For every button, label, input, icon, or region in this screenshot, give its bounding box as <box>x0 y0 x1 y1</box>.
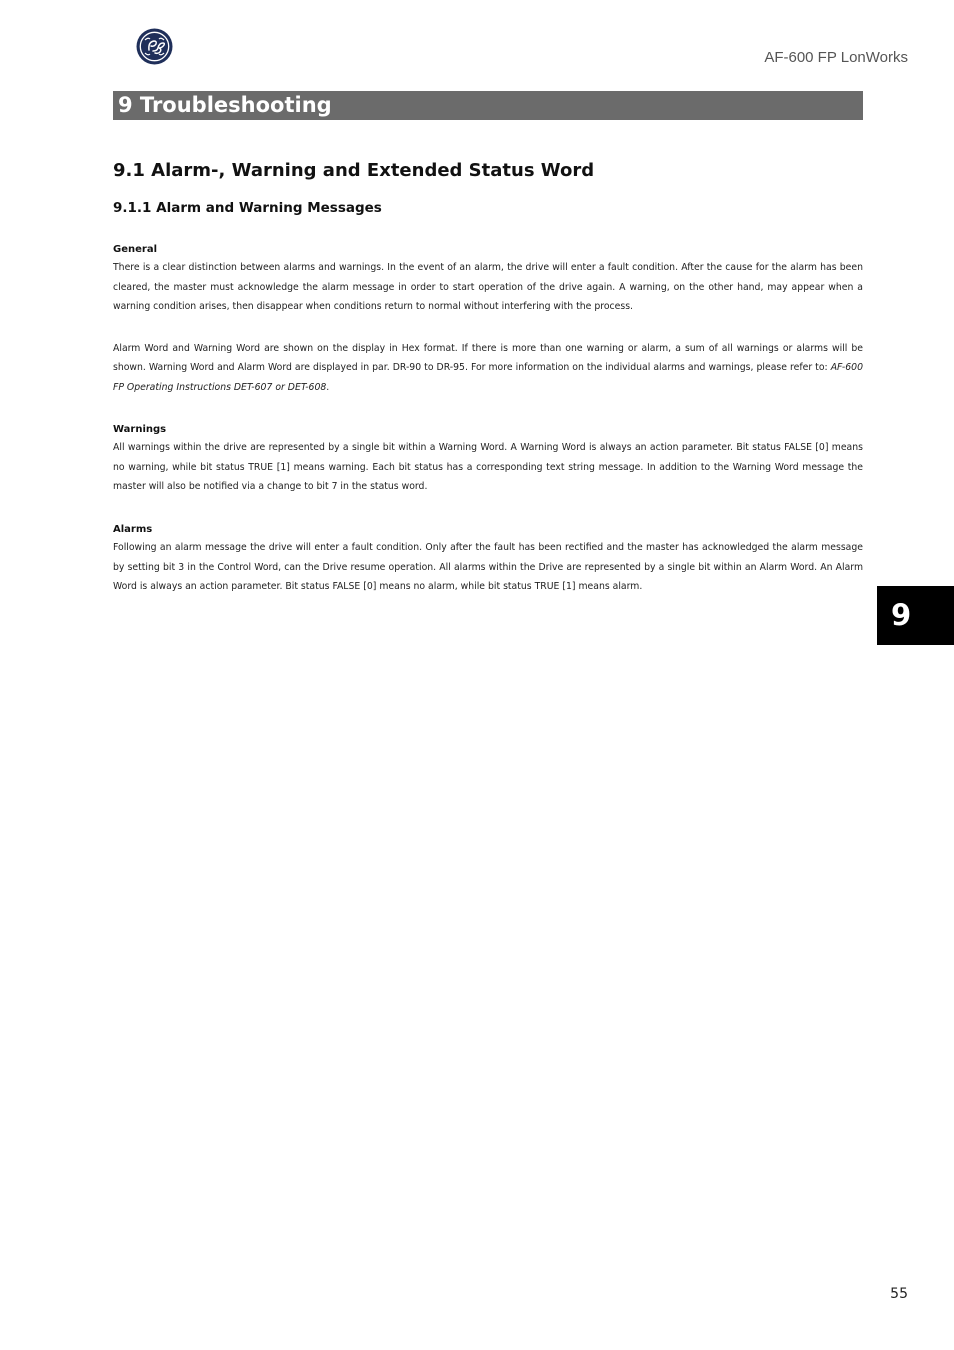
warnings-heading: Warnings <box>113 424 167 435</box>
general-paragraph-2 <box>113 339 863 398</box>
chapter-title: 9 Troubleshooting <box>113 91 863 120</box>
document-title: AF-600 FP LonWorks <box>764 49 908 66</box>
chapter-tab: 9 <box>877 586 954 645</box>
general-section <box>113 242 863 397</box>
subsection-heading: 9.1.1 Alarm and Warning Messages <box>113 200 382 216</box>
ge-monogram-logo <box>136 28 173 65</box>
page-number: 55 <box>890 1286 908 1302</box>
operating-instructions-reference: AF-600 FP Operating Instructions DET-607 or DET-608 <box>113 362 863 393</box>
general-heading: General <box>113 244 157 255</box>
warnings-section <box>113 422 863 497</box>
warnings-paragraph: All warnings within the drive are represented by a single bit within a Warning Word. A Warning Word is always an action parameter. Bit status FALSE [0] means no warning, while bit status TRUE [1] means warning. Each bit status has a corresponding text string message. In addition to the Warning Word message the master will also be notified via a change to bit 7 in the status word. <box>113 442 863 492</box>
alarms-section <box>113 522 863 597</box>
general-paragraph-1: There is a clear distinction between alarms and warnings. In the event of an alarm, the drive will enter a fault condition. After the cause for the alarm has been cleared, the master must acknowledge the alarm message in order to start operation of the drive again. A warning, on the other hand, may appear when a warning condition arises, then disappear when conditions return to normal without interfering with the process. <box>113 262 863 312</box>
general-paragraph-2-end: . <box>326 381 330 393</box>
general-paragraph-2-text: Alarm Word and Warning Word are shown on the display in Hex format. If there is more than one warning or alarm, a sum of all warnings or alarms will be shown. Warning Word and Alarm Word are displayed in par. DR-90 to DR-95. For more information on the individual alarms and warnings, please refer to: <box>113 342 863 373</box>
section-heading: 9.1 Alarm-, Warning and Extended Status Word <box>113 160 595 181</box>
alarms-paragraph: Following an alarm message the drive will enter a fault condition. Only after the fault has been rectified and the master has acknowledged the alarm message by setting bit 3 in the Control Word, can the Drive resume operation. All alarms within the Drive are represented by a single bit within an Alarm Word. An Alarm Word is always an action parameter. Bit status FALSE [0] means no alarm, while bit status TRUE [1] means alarm. <box>113 542 863 592</box>
alarms-heading: Alarms <box>113 524 153 535</box>
